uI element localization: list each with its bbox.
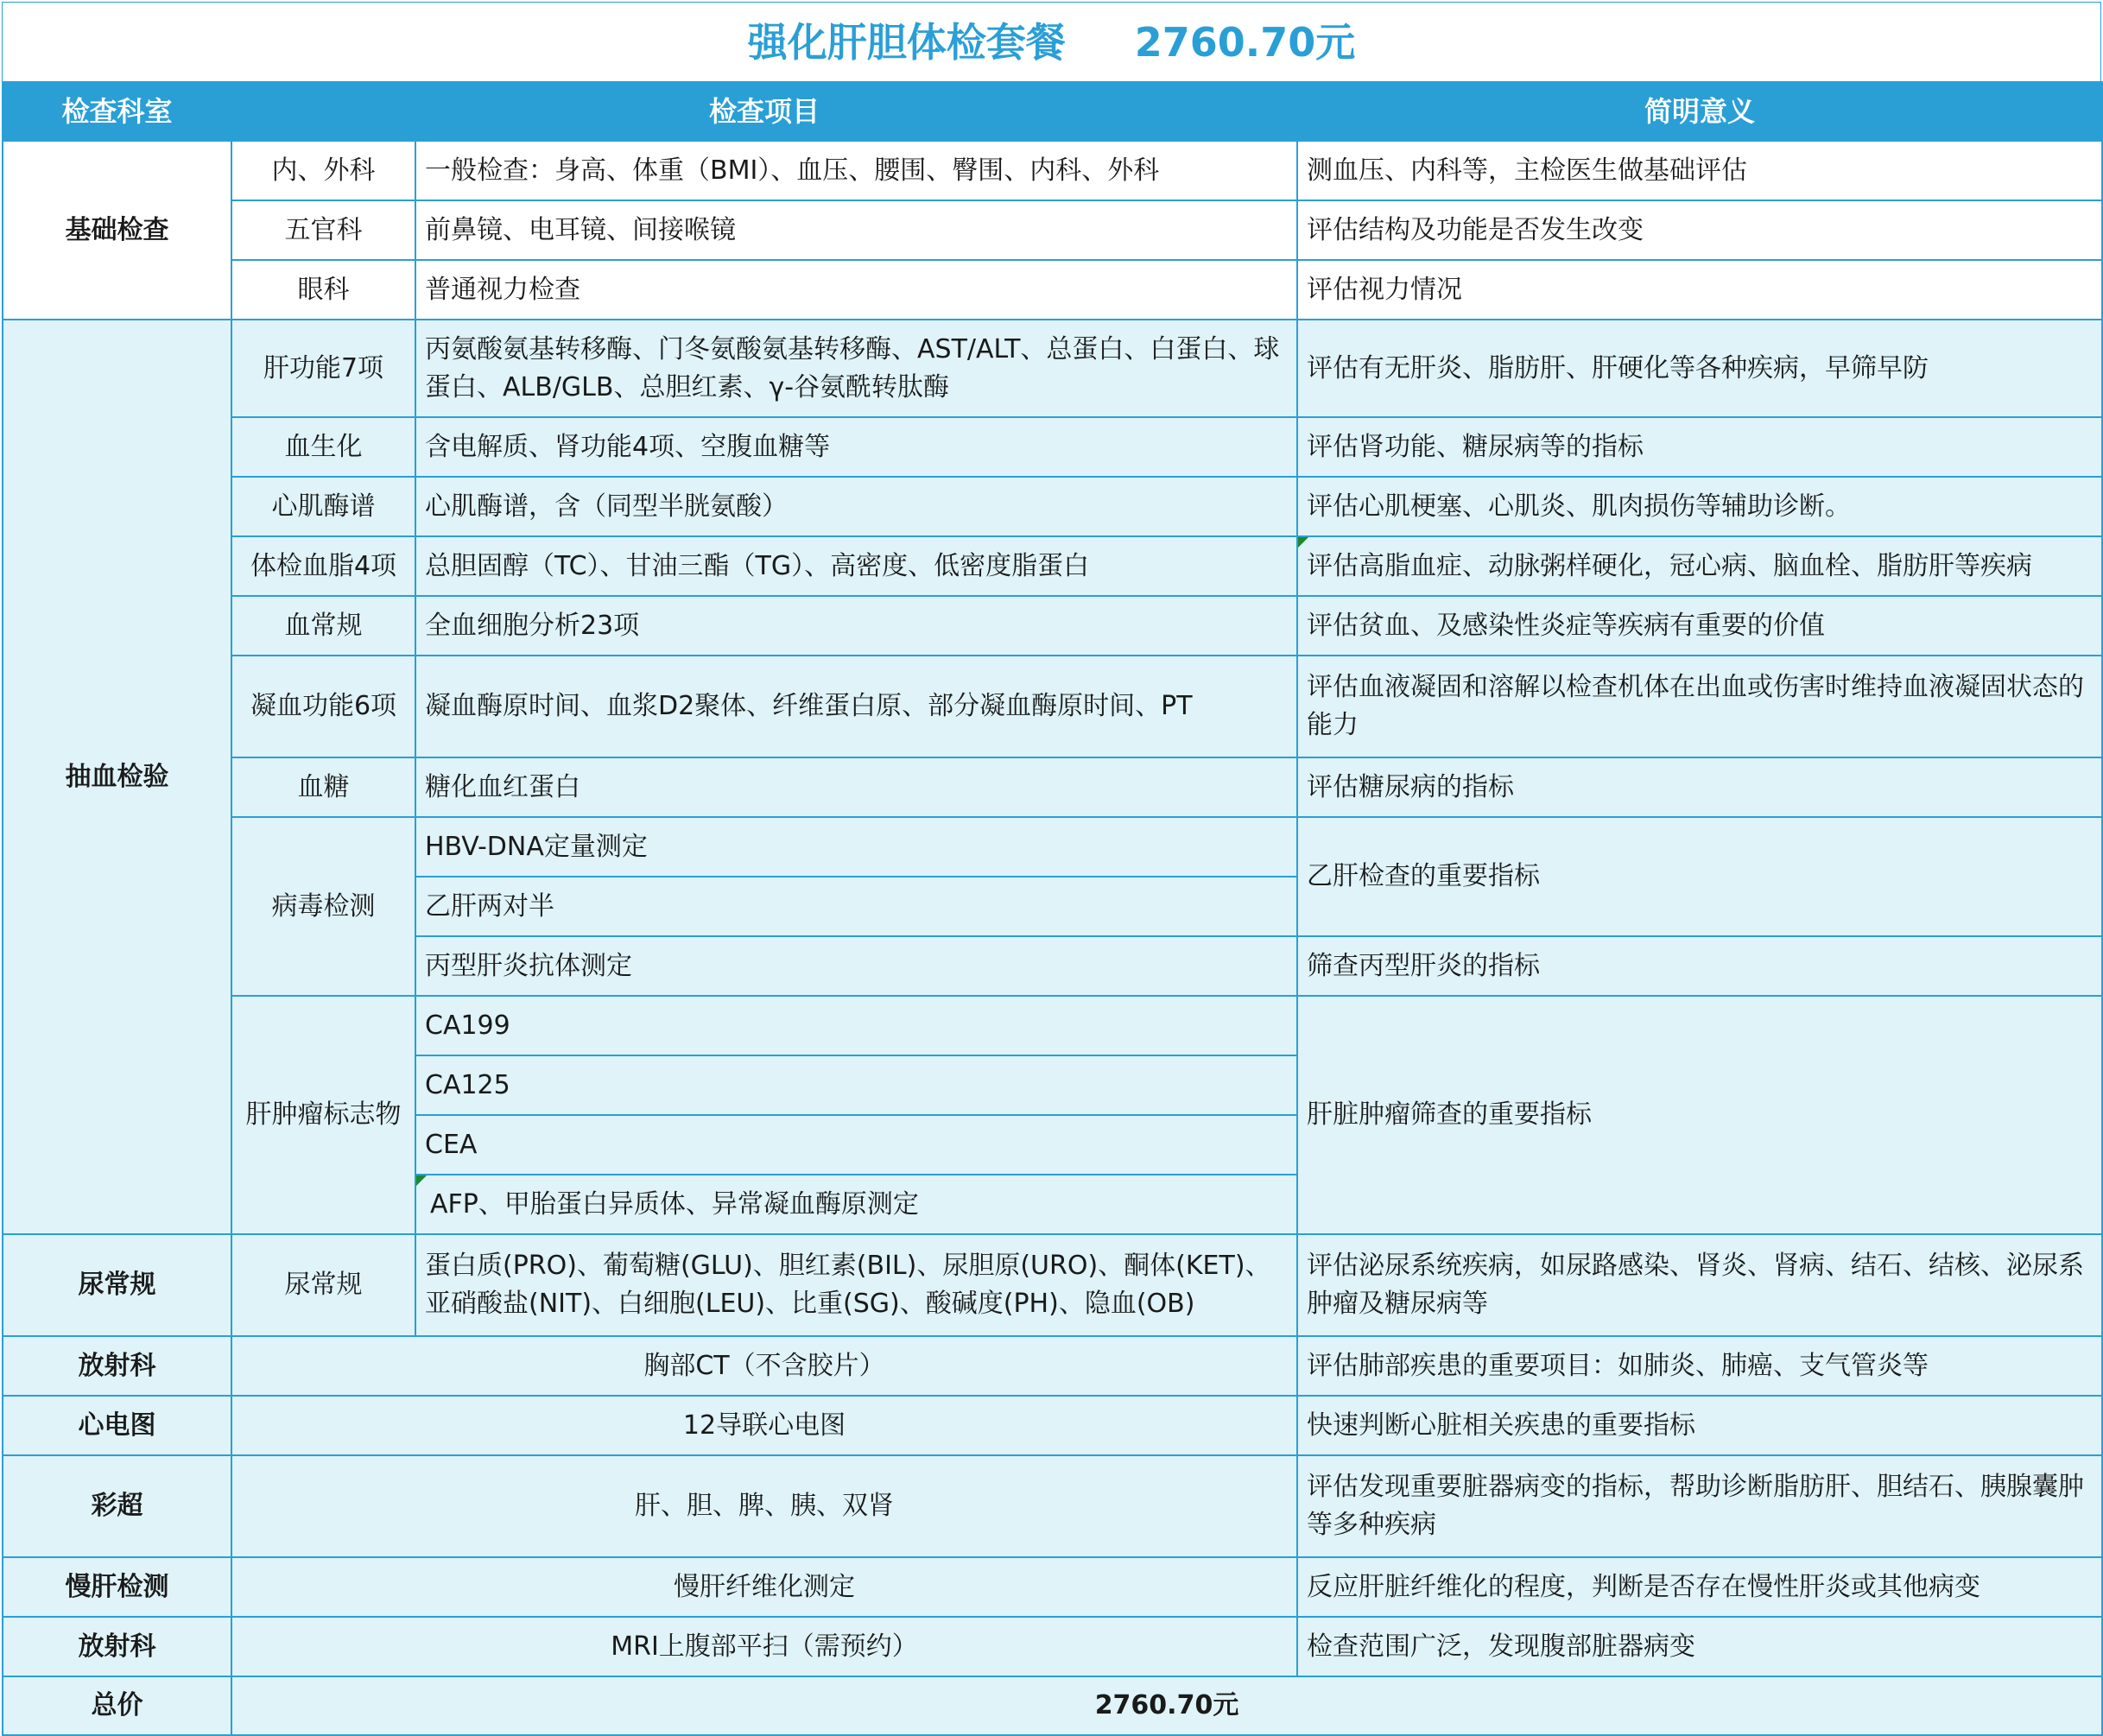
subcategory-cell: 肝肿瘤标志物: [231, 996, 415, 1234]
header-item: 检查项目: [231, 82, 1297, 141]
table-row: [3, 1455, 2102, 1557]
category-cell: 慢肝检测: [3, 1557, 231, 1617]
item-cell: AFP、甲胎蛋白异质体、异常凝血酶原测定: [415, 1175, 1297, 1234]
meaning-cell: 肝脏肿瘤筛查的重要指标: [1297, 996, 2102, 1234]
subcategory-cell: 五官科: [231, 200, 415, 260]
table-row: [3, 1336, 2102, 1396]
item-cell: 普通视力检查: [415, 260, 1297, 320]
table-row: [3, 536, 2102, 596]
table-row: [3, 1396, 2102, 1455]
meaning-cell: 评估肺部疾患的重要项目：如肺炎、肺癌、支气管炎等: [1297, 1336, 2102, 1396]
item-cell: HBV-DNA定量测定: [415, 817, 1297, 877]
meaning-cell: 测血压、内科等，主检医生做基础评估: [1297, 141, 2102, 200]
category-cell: 放射科: [3, 1617, 231, 1676]
table-row: [3, 1557, 2102, 1617]
header-meaning: 简明意义: [1297, 82, 2102, 141]
meaning-cell: 评估有无肝炎、脂肪肝、肝硬化等各种疾病，早筛早防: [1297, 320, 2102, 417]
meaning-cell: 评估结构及功能是否发生改变: [1297, 200, 2102, 260]
meaning-cell: 快速判断心脏相关疾患的重要指标: [1297, 1396, 2102, 1455]
meaning-cell: 评估视力情况: [1297, 260, 2102, 320]
meaning-cell: 检查范围广泛，发现腹部脏器病变: [1297, 1617, 2102, 1676]
item-cell: 一般检查：身高、体重（BMI）、血压、腰围、臀围、内科、外科: [415, 141, 1297, 200]
item-cell: 全血细胞分析23项: [415, 596, 1297, 656]
package-sheet: [2, 2, 2101, 1731]
header-department: 检查科室: [3, 82, 231, 141]
item-cell: MRI上腹部平扫（需预约）: [231, 1617, 1297, 1676]
item-cell: CA125: [415, 1055, 1297, 1115]
total-label: 总价: [3, 1676, 231, 1735]
meaning-cell: 筛查丙型肝炎的指标: [1297, 936, 2102, 996]
table-row: [3, 141, 2102, 200]
subcategory-cell: 心肌酶谱: [231, 477, 415, 536]
category-cell: 彩超: [3, 1455, 231, 1557]
total-row: [3, 1676, 2102, 1735]
item-cell: 凝血酶原时间、血浆D2聚体、纤维蛋白原、部分凝血酶原时间、PT: [415, 656, 1297, 757]
meaning-cell: 评估糖尿病的指标: [1297, 757, 2102, 817]
subcategory-cell: 凝血功能6项: [231, 656, 415, 757]
item-cell: 总胆固醇（TC）、甘油三酯（TG）、高密度、低密度脂蛋白: [415, 536, 1297, 596]
table-row: [3, 417, 2102, 477]
subcategory-cell: 肝功能7项: [231, 320, 415, 417]
meaning-cell: 评估贫血、及感染性炎症等疾病有重要的价值: [1297, 596, 2102, 656]
item-cell: 丙氨酸氨基转移酶、门冬氨酸氨基转移酶、AST/ALT、总蛋白、白蛋白、球蛋白、ALB/GLB、总胆红素、γ-谷氨酰转肽酶: [415, 320, 1297, 417]
meaning-cell: 乙肝检查的重要指标: [1297, 817, 2102, 936]
item-cell: 慢肝纤维化测定: [231, 1557, 1297, 1617]
table-row: [3, 320, 2102, 417]
table-row: [3, 656, 2102, 757]
item-cell: 胸部CT（不含胶片）: [231, 1336, 1297, 1396]
meaning-cell: 评估肾功能、糖尿病等的指标: [1297, 417, 2102, 477]
item-cell: CEA: [415, 1115, 1297, 1175]
subcategory-cell: 尿常规: [231, 1234, 415, 1336]
header-row: [3, 82, 2102, 141]
table-row: [3, 477, 2102, 536]
table-row: [3, 996, 2102, 1055]
page-title: 强化肝胆体检套餐 2760.70元: [2, 2, 2101, 81]
item-cell: 前鼻镜、电耳镜、间接喉镜: [415, 200, 1297, 260]
meaning-cell: 评估高脂血症、动脉粥样硬化，冠心病、脑血栓、脂肪肝等疾病: [1297, 536, 2102, 596]
table-row: [3, 757, 2102, 817]
subcategory-cell: 血生化: [231, 417, 415, 477]
table-row: [3, 817, 2102, 877]
item-cell: 丙型肝炎抗体测定: [415, 936, 1297, 996]
subcategory-cell: 内、外科: [231, 141, 415, 200]
item-cell: 12导联心电图: [231, 1396, 1297, 1455]
item-cell: 肝、胆、脾、胰、双肾: [231, 1455, 1297, 1557]
category-cell: 尿常规: [3, 1234, 231, 1336]
subcategory-cell: 体检血脂4项: [231, 536, 415, 596]
item-cell: 糖化血红蛋白: [415, 757, 1297, 817]
category-cell: 抽血检验: [3, 320, 231, 1234]
item-cell: 含电解质、肾功能4项、空腹血糖等: [415, 417, 1297, 477]
table-row: [3, 1234, 2102, 1336]
subcategory-cell: 眼科: [231, 260, 415, 320]
item-cell: CA199: [415, 996, 1297, 1055]
table-row: [3, 1617, 2102, 1676]
item-cell: 心肌酶谱，含（同型半胱氨酸）: [415, 477, 1297, 536]
meaning-cell: 评估血液凝固和溶解以检查机体在出血或伤害时维持血液凝固状态的能力: [1297, 656, 2102, 757]
item-cell: 乙肝两对半: [415, 877, 1297, 936]
meaning-cell: 评估发现重要脏器病变的指标，帮助诊断脂肪肝、胆结石、胰腺囊肿等多种疾病: [1297, 1455, 2102, 1557]
category-cell: 基础检查: [3, 141, 231, 320]
exam-table: [2, 81, 2103, 1736]
item-cell: 蛋白质(PRO)、葡萄糖(GLU)、胆红素(BIL)、尿胆原(URO)、酮体(KET)、亚硝酸盐(NIT)、白细胞(LEU)、比重(SG)、酸碱度(PH)、隐血(OB): [415, 1234, 1297, 1336]
category-cell: 心电图: [3, 1396, 231, 1455]
table-row: [3, 260, 2102, 320]
subcategory-cell: 血常规: [231, 596, 415, 656]
subcategory-cell: 血糖: [231, 757, 415, 817]
subcategory-cell: 病毒检测: [231, 817, 415, 996]
meaning-cell: 评估泌尿系统疾病，如尿路感染、肾炎、肾病、结石、结核、泌尿系肿瘤及糖尿病等: [1297, 1234, 2102, 1336]
table-row: [3, 596, 2102, 656]
table-row: [3, 200, 2102, 260]
meaning-cell: 反应肝脏纤维化的程度，判断是否存在慢性肝炎或其他病变: [1297, 1557, 2102, 1617]
meaning-cell: 评估心肌梗塞、心肌炎、肌肉损伤等辅助诊断。: [1297, 477, 2102, 536]
total-value: 2760.70元: [231, 1676, 2102, 1735]
category-cell: 放射科: [3, 1336, 231, 1396]
